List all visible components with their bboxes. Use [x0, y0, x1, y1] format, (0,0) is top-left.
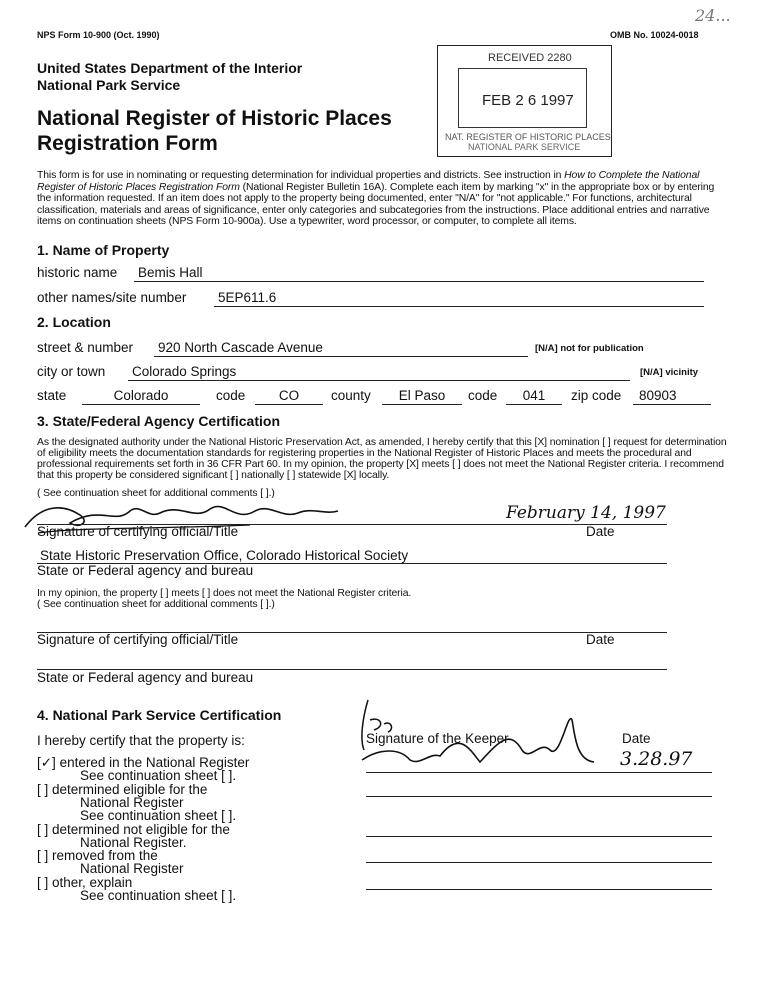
intro-paragraph: This form is for use in nominating or requesting determination for individual properties and districts. See instruction in How to Complete the National Register of Historic Places Registration Form (National Register Bulletin 16A). Complete each item by marking "x" in the appropriate box or by entering the information requested. If an item does not apply to the property being documented, enter "N/A" for "not applicable." For functions, architectural classification, materials and areas of significance, enter only categories and subcategories from the instructions. Place additional entries and narrative items on continuation sheets (NPS Form 10-900a). Use a typewriter, word processor, or computer, to complete all items.	[37, 170, 715, 227]
keeper-signature	[350, 690, 610, 770]
stamp-received: RECEIVED 2280	[488, 52, 572, 64]
agency-value[interactable]: State Historic Preservation Office, Colorado Historical Society	[40, 548, 409, 563]
keeper-date: 3.28.97	[620, 748, 693, 770]
state-code-field[interactable]: CO	[255, 388, 323, 405]
certification-text: As the designated authority under the National Historic Preservation Act, as amended, I hereby certify that this [X] nomination [ ] request for determination of eligibility meets the documentation standards for registering properties in the National Register of Historic Places and meets the procedural and professional requirements set forth in 36 CFR Part 60. In my opinion, the property [X] meets [ ] does not meet the National Register criteria. I recommend that this property be considered significant [ ] nationally [ ] statewide [X] locally.	[37, 437, 727, 481]
opinion-text: In my opinion, the property [ ] meets [ ] does not meet the National Register criteria.	[37, 588, 412, 599]
nps-item-removed-nr: National Register	[80, 861, 184, 876]
department-name: United States Department of the Interior	[37, 60, 303, 76]
zip-field[interactable]: 80903	[633, 388, 711, 405]
form-title-line2: Registration Form	[37, 132, 218, 155]
keeper-label: Signature of the Keeper	[366, 731, 509, 746]
section-4-heading: 4. National Park Service Certification	[37, 707, 282, 723]
nps-item-entered-cont[interactable]: See continuation sheet [ ].	[80, 768, 237, 783]
date-label-2: Date	[586, 632, 615, 647]
nps-item-other-cont[interactable]: See continuation sheet [ ].	[80, 888, 237, 903]
nps-item-removed[interactable]: [ ] removed from the	[37, 848, 158, 863]
signed-date: February 14, 1997	[506, 503, 666, 523]
keeper-date-label: Date	[622, 731, 651, 746]
opinion-continuation: ( See continuation sheet for additional comments [ ].)	[37, 599, 275, 610]
signature-label-1: Signature of certifying official/Title	[37, 524, 239, 539]
county-code-field[interactable]: 041	[506, 388, 562, 405]
vicinity[interactable]: [N/A] vicinity	[640, 367, 699, 378]
nps-item-eligible-cont[interactable]: See continuation sheet [ ].	[80, 808, 237, 823]
county-label: county	[331, 388, 371, 403]
agency-label-1: State or Federal agency and bureau	[37, 563, 254, 578]
nps-item-eligible[interactable]: [ ] determined eligible for the	[37, 782, 208, 797]
street-label: street & number	[37, 340, 134, 355]
state-label: state	[37, 388, 67, 403]
other-names-field[interactable]: 5EP611.6	[214, 290, 704, 307]
historic-name-label: historic name	[37, 265, 118, 280]
agency-label-2: State or Federal agency and bureau	[37, 670, 254, 685]
keeper-line-5	[366, 889, 712, 890]
form-number: NPS Form 10-900 (Oct. 1990)	[37, 30, 160, 40]
city-label: city or town	[37, 364, 106, 379]
other-names-label: other names/site number	[37, 290, 187, 305]
state-field[interactable]: Colorado	[82, 388, 200, 405]
state-code-label: code	[216, 388, 246, 403]
nps-item-not-eligible-nr: National Register.	[80, 835, 187, 850]
nps-item-eligible-nr: National Register	[80, 795, 184, 810]
date-label-1: Date	[586, 524, 615, 539]
keeper-line-2	[366, 796, 712, 797]
city-field[interactable]: Colorado Springs	[128, 364, 630, 381]
street-field[interactable]: 920 North Cascade Avenue	[154, 340, 528, 357]
keeper-line-3	[366, 836, 712, 837]
keeper-line-1	[366, 772, 712, 773]
keeper-line-4	[366, 862, 712, 863]
form-title-line1: National Register of Historic Places	[37, 107, 392, 130]
continuation-note: ( See continuation sheet for additional comments [ ].)	[37, 488, 275, 499]
section-2-heading: 2. Location	[37, 314, 111, 330]
county-field[interactable]: El Paso	[382, 388, 462, 405]
stamp-line2: NATIONAL PARK SERVICE	[468, 142, 581, 152]
historic-name-field[interactable]: Bemis Hall	[134, 265, 704, 282]
section-3-heading: 3. State/Federal Agency Certification	[37, 413, 280, 429]
nps-item-entered[interactable]: [✓] entered in the National Register	[37, 755, 250, 770]
service-name: National Park Service	[37, 77, 181, 93]
certify-text: I hereby certify that the property is:	[37, 733, 245, 748]
stamp-line1: NAT. REGISTER OF HISTORIC PLACES	[445, 132, 611, 142]
nps-item-not-eligible[interactable]: [ ] determined not eligible for the	[37, 822, 230, 837]
omb-number: OMB No. 10024-0018	[610, 30, 699, 40]
stamp-date: FEB 2 6 1997	[482, 92, 574, 109]
corner-note: 24...	[695, 6, 731, 25]
not-for-publication[interactable]: [N/A] not for publication	[535, 343, 644, 354]
zip-label: zip code	[571, 388, 622, 403]
section-1-heading: 1. Name of Property	[37, 242, 170, 258]
signature-label-2: Signature of certifying official/Title	[37, 632, 239, 647]
nps-item-other[interactable]: [ ] other, explain	[37, 875, 133, 890]
county-code-label: code	[468, 388, 498, 403]
